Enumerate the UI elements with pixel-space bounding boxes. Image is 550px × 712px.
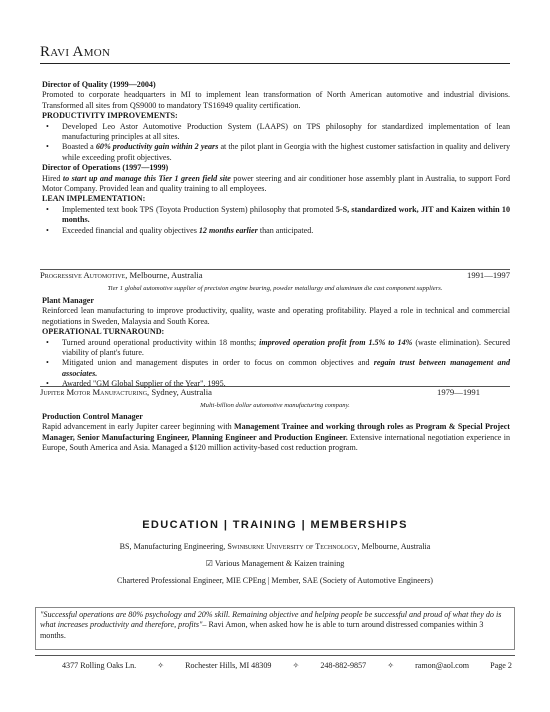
education-training: ☑ Various Management & Kaizen training <box>205 559 345 568</box>
footer-address: 4377 Rolling Oaks Ln. <box>62 661 137 670</box>
company-name: Jupiter Motor Manufacturing <box>40 387 148 397</box>
production-control-section <box>42 412 510 454</box>
footer-email[interactable]: ramon@aol.com <box>415 661 470 670</box>
list-item: • Developed Leo Astor Automotive Production System (LAAPS) on TPS philosophy for standardized implementation of lean manufacturing principles at all sites. <box>46 121 510 142</box>
job-title-quality: Director of Quality (1999—2004) <box>42 80 156 89</box>
list-item: • Mitigated union and management disputes in order to focus on common objectives and regain trust between management and associates. <box>46 358 510 378</box>
subheading-turnaround: OPERATIONAL TURNAROUND: <box>42 327 165 337</box>
job-summary-plant-manager: Reinforced lean manufacturing to improve productivity, quality, waste and operating profitability. Played a role in technical and commercial negotiations in Sweden, Malaysia and South Korea. <box>42 306 510 326</box>
company-dates: 1979—1991 <box>437 387 480 397</box>
candidate-name: Ravi Amon <box>40 44 111 60</box>
footer-city: Rochester Hills, MI 48309 <box>185 661 272 670</box>
list-item: • Exceeded financial and quality objectives 12 months earlier than anticipated. <box>46 225 314 235</box>
company-row-jupiter: Jupiter Motor Manufacturing, Sydney, Australia 1979—1991 <box>40 387 480 397</box>
lean-bullets <box>42 205 510 236</box>
list-item: • Implemented text book TPS (Toyota Production System) philosophy that promoted 5-S, standardized work, JIT and Kaizen within 10 months. <box>46 204 510 225</box>
footer-rule <box>35 655 515 656</box>
list-item: • Boasted a 60% productivity gain within 2 years at the pilot plant in Georgia with the highest customer satisfaction in quality and delivery while exceeding profit objectives. <box>46 142 510 162</box>
job-summary-operations: Hired to start up and manage this Tier 1 green field site power steering and air conditioner hose assembly plant in Australia, to support Ford Motor Company. Provided lean and quality training to all employees. <box>42 173 510 194</box>
job-title-plant-manager: Plant Manager <box>42 296 94 305</box>
quality-director-section <box>42 80 510 236</box>
header-rule <box>40 63 510 64</box>
education-degree: BS, Manufacturing Engineering, Swinburne University of Technology, Melbourne, Australia <box>119 542 431 551</box>
job-title-production-control: Production Control Manager <box>42 412 143 421</box>
footer-separator-icon: ✧ <box>387 661 395 670</box>
company-tagline: Multi-billion dollar automotive manufacturing company. <box>200 402 350 409</box>
footer-separator-icon: ✧ <box>157 661 165 670</box>
turnaround-bullets <box>42 338 510 390</box>
footer-phone: 248-882-9857 <box>320 661 367 670</box>
job-summary-quality: Promoted to corporate headquarters in MI to implement lean transformation of North American automotive and industrial divisions. Transformed all sites from QS9000 to mandatory TS16949 quality certification. <box>42 90 510 110</box>
education-heading: EDUCATION | TRAINING | MEMBERSHIPS <box>142 519 408 531</box>
subheading-lean: LEAN IMPLEMENTATION: <box>42 194 146 204</box>
education-memberships: Chartered Professional Engineer, MIE CPEng | Member, SAE (Society of Automotive Engineers) <box>117 576 433 585</box>
company-tagline: Tier 1 global automotive supplier of precision engine bearing, powder metallurgy and aluminum die cast component suppliers. <box>107 285 443 292</box>
job-summary-production-control: Rapid advancement in early Jupiter career beginning with Management Trainee and working through roles as Program & Special Project Manager, Senior Manufacturing Engineer, Planning Engineer and Production Engineer. Extensive international negotiation experience in Europe, South America and Asia. Managed a $120 million activity-based cost reduction program. <box>42 422 511 453</box>
footer <box>62 661 512 671</box>
company-dates: 1991—1997 <box>467 270 510 280</box>
quote-text: "Successful operations are 80% psychology and 20% skill. Remaining objective and helping people be successful and proud of what they do is what increases productivity and therefore, profits" <box>40 610 502 630</box>
list-item: • Turned around operational productivity within 18 months; improved operation profit from 1.5% to 14% (waste elimination). Secured viability of plant's future. <box>46 337 510 358</box>
productivity-bullets <box>42 122 510 164</box>
testimonial-quote <box>35 607 515 650</box>
company-row-progressive: Progressive Automotive, Melbourne, Australia 1991—1997 <box>40 270 510 280</box>
list-item: • Awarded "GM Global Supplier of the Year", 1995. <box>46 379 226 389</box>
footer-page-number: Page 2 <box>490 661 512 670</box>
job-title-operations: Director of Operations (1997—1999) <box>42 163 169 173</box>
footer-separator-icon: ✧ <box>292 661 300 670</box>
quote-attribution: – Ravi Amon, when asked how he is able to turn around distressed companies within 3 months. <box>40 620 484 640</box>
plant-manager-section <box>42 296 510 390</box>
subheading-productivity: PRODUCTIVITY IMPROVEMENTS: <box>42 111 178 121</box>
checkbox-icon: ☑ <box>205 559 213 568</box>
company-name: Progressive Automotive <box>40 270 126 280</box>
